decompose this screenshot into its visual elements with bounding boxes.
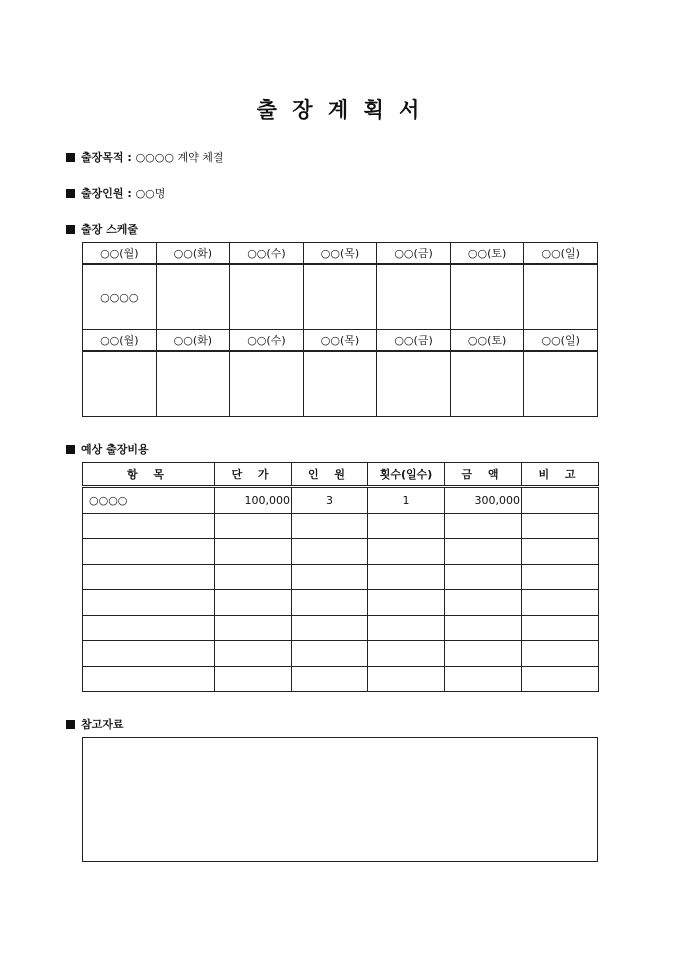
- square-bullet-icon: [66, 445, 75, 454]
- days-cell[interactable]: [368, 615, 445, 641]
- amount-cell[interactable]: [445, 564, 522, 590]
- headcount-cell[interactable]: [292, 666, 368, 692]
- days-cell[interactable]: [368, 666, 445, 692]
- days-cell[interactable]: [368, 590, 445, 616]
- unit-price-cell[interactable]: 100,000: [215, 487, 292, 514]
- item-cell[interactable]: [83, 513, 215, 539]
- amount-cell[interactable]: 300,000: [445, 487, 522, 514]
- table-row: [83, 666, 599, 692]
- days-cell[interactable]: [368, 513, 445, 539]
- purpose-label: 출장목적 :: [81, 151, 132, 164]
- square-bullet-icon: [66, 720, 75, 729]
- schedule-week1-row: [83, 264, 598, 330]
- table-row: [83, 487, 599, 514]
- days-cell[interactable]: [368, 641, 445, 667]
- day-header: ○○(토): [450, 243, 524, 265]
- unit-price-cell[interactable]: [215, 564, 292, 590]
- schedule-cell[interactable]: [450, 351, 524, 417]
- headcount-cell[interactable]: 3: [292, 487, 368, 514]
- item-cell[interactable]: [83, 666, 215, 692]
- cost-label: 예상 출장비용: [81, 443, 149, 456]
- day-header: ○○(금): [377, 243, 451, 265]
- day-header: ○○(금): [377, 330, 451, 352]
- people-value: ○○명: [135, 187, 166, 200]
- amount-cell[interactable]: [445, 615, 522, 641]
- unit-price-cell[interactable]: [215, 513, 292, 539]
- remarks-cell[interactable]: [522, 487, 599, 514]
- cost-table: [82, 462, 599, 692]
- amount-cell[interactable]: [445, 666, 522, 692]
- schedule-label: 출장 스케줄: [81, 223, 138, 236]
- unit-price-cell[interactable]: [215, 539, 292, 565]
- square-bullet-icon: [66, 225, 75, 234]
- remarks-cell[interactable]: [522, 590, 599, 616]
- amount-cell[interactable]: [445, 641, 522, 667]
- remarks-cell[interactable]: [522, 641, 599, 667]
- remarks-cell[interactable]: [522, 615, 599, 641]
- schedule-table: [82, 242, 598, 417]
- day-header: ○○(화): [156, 243, 230, 265]
- reference-heading: [66, 716, 124, 732]
- schedule-cell[interactable]: [230, 264, 304, 330]
- reference-box[interactable]: [82, 737, 598, 862]
- schedule-cell[interactable]: [156, 351, 230, 417]
- schedule-cell[interactable]: [83, 351, 157, 417]
- remarks-cell[interactable]: [522, 513, 599, 539]
- table-row: [83, 641, 599, 667]
- schedule-heading: [66, 221, 138, 237]
- table-row: [83, 615, 599, 641]
- headcount-cell[interactable]: [292, 590, 368, 616]
- headcount-cell[interactable]: [292, 615, 368, 641]
- remarks-cell[interactable]: [522, 564, 599, 590]
- table-row: [83, 590, 599, 616]
- schedule-cell[interactable]: [524, 351, 598, 417]
- schedule-cell[interactable]: [230, 351, 304, 417]
- schedule-cell[interactable]: [377, 264, 451, 330]
- item-cell[interactable]: [83, 615, 215, 641]
- headcount-cell[interactable]: [292, 641, 368, 667]
- days-cell[interactable]: 1: [368, 487, 445, 514]
- item-cell[interactable]: [83, 539, 215, 565]
- remarks-cell[interactable]: [522, 666, 599, 692]
- day-header: ○○(일): [524, 243, 598, 265]
- column-header: 단 가: [215, 463, 292, 487]
- item-cell[interactable]: ○○○○: [83, 487, 215, 514]
- table-row: [83, 513, 599, 539]
- schedule-week1-header: [83, 243, 598, 265]
- column-header: 횟수(일수): [368, 463, 445, 487]
- people-line: [66, 185, 165, 201]
- day-header: ○○(화): [156, 330, 230, 352]
- schedule-cell[interactable]: [450, 264, 524, 330]
- headcount-cell[interactable]: [292, 513, 368, 539]
- headcount-cell[interactable]: [292, 539, 368, 565]
- days-cell[interactable]: [368, 539, 445, 565]
- purpose-value: ○○○○ 계약 체결: [135, 151, 224, 164]
- amount-cell[interactable]: [445, 513, 522, 539]
- reference-label: 참고자료: [81, 718, 124, 731]
- day-header: ○○(월): [83, 243, 157, 265]
- unit-price-cell[interactable]: [215, 666, 292, 692]
- cost-heading: [66, 441, 149, 457]
- schedule-cell[interactable]: [156, 264, 230, 330]
- item-cell[interactable]: [83, 641, 215, 667]
- column-header: 항 목: [83, 463, 215, 487]
- page-title: 출 장 계 획 서: [256, 98, 424, 122]
- item-cell[interactable]: [83, 590, 215, 616]
- square-bullet-icon: [66, 153, 75, 162]
- amount-cell[interactable]: [445, 539, 522, 565]
- table-row: [83, 564, 599, 590]
- column-header: 비 고: [522, 463, 599, 487]
- remarks-cell[interactable]: [522, 539, 599, 565]
- table-row: [83, 539, 599, 565]
- day-header: ○○(토): [450, 330, 524, 352]
- schedule-cell[interactable]: [303, 351, 377, 417]
- purpose-line: [66, 149, 223, 165]
- unit-price-cell[interactable]: [215, 615, 292, 641]
- day-header: ○○(목): [303, 330, 377, 352]
- unit-price-cell[interactable]: [215, 590, 292, 616]
- column-header: 금 액: [445, 463, 522, 487]
- amount-cell[interactable]: [445, 590, 522, 616]
- cost-header-row: [83, 463, 599, 487]
- schedule-cell[interactable]: [377, 351, 451, 417]
- day-header: ○○(월): [83, 330, 157, 352]
- day-header: ○○(목): [303, 243, 377, 265]
- people-label: 출장인원 :: [81, 187, 132, 200]
- schedule-cell[interactable]: [524, 264, 598, 330]
- day-header: ○○(일): [524, 330, 598, 352]
- square-bullet-icon: [66, 189, 75, 198]
- item-cell[interactable]: [83, 564, 215, 590]
- schedule-cell[interactable]: [303, 264, 377, 330]
- schedule-week2-header: [83, 330, 598, 352]
- day-header: ○○(수): [230, 243, 304, 265]
- unit-price-cell[interactable]: [215, 641, 292, 667]
- headcount-cell[interactable]: [292, 564, 368, 590]
- column-header: 인 원: [292, 463, 368, 487]
- day-header: ○○(수): [230, 330, 304, 352]
- days-cell[interactable]: [368, 564, 445, 590]
- schedule-cell[interactable]: ○○○○: [83, 264, 157, 330]
- schedule-week2-row: [83, 351, 598, 417]
